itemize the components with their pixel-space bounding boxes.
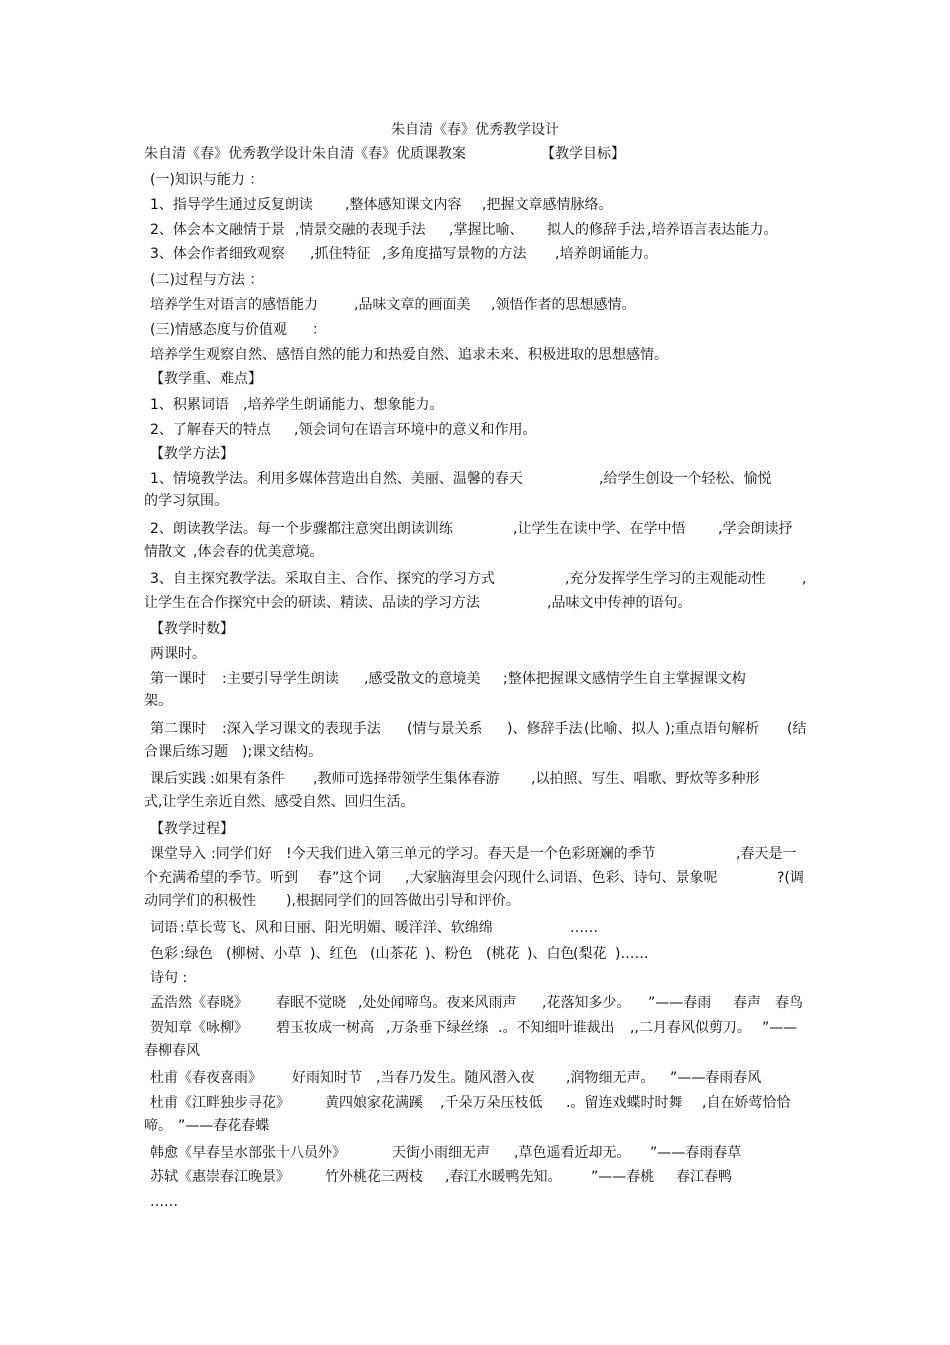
text-segment: ,培养学生朗诵能力、想象能力。: [243, 397, 444, 413]
text-segment: );重点语句解析: [665, 721, 760, 737]
text-segment: 1、指导学生通过反复朗读: [150, 197, 313, 213]
text-segment: 课堂导入: [150, 846, 206, 862]
text-segment: );课文结构。: [242, 744, 323, 760]
text-segment: :如果有条件: [210, 771, 285, 787]
text-segment: 第二课时: [150, 721, 206, 737]
poem-text: .。留连戏蝶时时舞: [566, 1095, 683, 1111]
text-segment: !今天我们进入第三单元的学习。春天是一个色彩斑斓的季节: [286, 846, 656, 862]
heading-text: (三)情感态度与价值观: [150, 322, 287, 338]
poem-tags: ”——春雨: [648, 995, 712, 1011]
text-segment: 动同学们的积极性: [144, 893, 256, 909]
text-segment: 词语: [150, 920, 178, 936]
text-segment: 架。: [144, 693, 172, 709]
text-segment: 课后实践: [150, 771, 206, 787]
poem-text: ,万条垂下绿丝绦: [386, 1020, 489, 1036]
text-segment: ,掌握比喻、: [449, 222, 524, 238]
poem-tags: 春鸟: [775, 995, 803, 1011]
poem-tags: 春柳春风: [144, 1043, 200, 1059]
poem-text: 春眠不觉晓: [276, 995, 346, 1011]
text-segment: 个充满希望的季节。听到: [144, 870, 298, 886]
poem-tags: ”——春雨春风: [670, 1070, 762, 1086]
poem-tags: ”——春雨春草: [650, 1145, 742, 1161]
poem-tags: ”——春桃: [591, 1169, 655, 1185]
heading-text: (二)过程与方法 ：: [150, 272, 264, 288]
text-segment: ,感受散文的意境美: [364, 671, 481, 687]
section-heading: 【教学目标】: [541, 146, 625, 162]
poem-tags: ”——: [762, 1020, 798, 1036]
text-segment: :主要引导学生朗读: [222, 671, 339, 687]
text-segment: 的学习氛围。: [144, 493, 228, 509]
text-segment: 培养学生对语言的感悟能力: [150, 297, 318, 313]
text-segment: ,体会春的优美意境。: [193, 544, 324, 560]
text-segment: :草长莺飞、风和日丽、阳光明媚、暖洋洋、软绵绵: [180, 920, 493, 936]
poem-text: 黄四娘家花满蹊: [325, 1095, 423, 1111]
poem-text: 碧玉妆成一树高: [276, 1020, 374, 1036]
poem-text: ,春江水暖鸭先知。: [445, 1169, 562, 1185]
text-segment: ,春天是一: [736, 846, 797, 862]
poem-text: ,,二月春风似剪刀。: [630, 1020, 751, 1036]
text-segment: 3、体会作者细致观察: [150, 246, 285, 262]
poem-text: .。不知细叶谁裁出: [498, 1020, 615, 1036]
text-segment: ……: [570, 920, 598, 936]
text-segment: ,品味文章的画面美: [354, 297, 471, 313]
text-segment: (比喻、拟人: [584, 721, 660, 737]
poem-text: ,处处闻啼鸟。夜来风雨声: [358, 995, 517, 1011]
ellipsis: ……: [150, 1194, 178, 1210]
text-segment: 培养学生观察自然、感悟自然的能力和热爱自然、追求未来、积极进取的思想感情。: [150, 347, 668, 363]
heading-text: 【教学过程】: [150, 821, 234, 837]
text-segment: :同学们好: [211, 846, 272, 862]
heading-text: 【教学时数】: [150, 621, 234, 637]
poem-source: 孟浩然《春晓》: [150, 995, 248, 1011]
text-segment: ,教师可选择带领学生集体春游: [313, 771, 500, 787]
document-title: 朱自清《春》优秀教学设计: [391, 122, 559, 138]
poem-text: ,草色遥看近却无。: [514, 1145, 631, 1161]
text-segment: )、修辞手法: [507, 721, 583, 737]
text-segment: ,以拍照、写生、唱歌、野炊等多种形: [531, 771, 760, 787]
text-segment: 1、情境教学法。利用多媒体营造出自然、美丽、温馨的春天: [150, 471, 523, 487]
heading-text: 【教学重、难点】: [150, 371, 262, 387]
text-segment: ,大家脑海里会闪现什么词语、色彩、诗句、景象呢: [405, 870, 718, 886]
poem-text: ,润物细无声。: [566, 1070, 655, 1086]
text-segment: ?(调: [777, 870, 804, 886]
text-segment: ,把握文章感情脉络。: [482, 197, 613, 213]
text-segment: ),根据同学们的回答做出引导和评价。: [286, 893, 520, 909]
text-segment: 诗句 :: [150, 970, 188, 986]
text-segment: (梨花: [573, 946, 607, 962]
text-segment: 2、朗读教学法。每一个步骤都注意突出朗读训练: [150, 521, 453, 537]
poem-source: 苏轼《惠崇春江晚景》: [150, 1169, 290, 1185]
text-segment: 2、体会本文融情于景: [150, 222, 285, 238]
text-segment: ,领会词句在语言环境中的意义和作用。: [294, 422, 537, 438]
text-segment: )……: [615, 946, 649, 962]
poem-text: 好雨知时节: [292, 1070, 362, 1086]
poem-source: 贺知章《咏柳》: [150, 1020, 248, 1036]
text-segment: (结: [787, 721, 807, 737]
text-segment: ,多角度描写景物的方法: [382, 246, 527, 262]
text-segment: (柳树、小草: [226, 946, 302, 962]
text-segment: 让学生在合作探究中会的研读、精读、品读的学习方法: [144, 595, 480, 611]
poem-source: 韩愈《早春呈水部张十八员外》: [150, 1145, 346, 1161]
poem-tags: 春江春鸭: [676, 1169, 732, 1185]
text-segment: )、红色: [310, 946, 358, 962]
text-segment: ,品味文中传神的语句。: [547, 595, 692, 611]
poem-text: 天街小雨细无声: [392, 1145, 490, 1161]
text-segment: ,整体感知课文内容: [345, 197, 462, 213]
text-segment: ,: [802, 571, 807, 587]
text-segment: ,抓住特征: [310, 246, 371, 262]
text-segment: )、白色: [527, 946, 575, 962]
intro-text: 朱自清《春》优秀教学设计朱自清《春》优质课教案: [144, 146, 466, 162]
text-segment: 2、了解春天的特点: [150, 422, 271, 438]
text-segment: 情散文: [144, 544, 186, 560]
text-segment: ,学会朗读抒: [718, 521, 793, 537]
text-segment: 合课后练习题: [144, 744, 228, 760]
text-segment: ,培养语言表达能力。: [647, 222, 778, 238]
text-segment: ,给学生创设一个轻松、愉悦: [599, 471, 772, 487]
text-segment: ,充分发挥学生学习的主观能动性: [565, 571, 766, 587]
text-segment: )、粉色: [425, 946, 473, 962]
poem-text: ,花落知多少。: [542, 995, 631, 1011]
text-segment: ,领悟作者的思想感情。: [491, 297, 636, 313]
text-segment: 两课时。: [150, 646, 206, 662]
text-segment: 第一课时: [150, 671, 206, 687]
text-segment: :深入学习课文的表现手法: [222, 721, 381, 737]
heading-text: 【教学方法】: [150, 446, 234, 462]
heading-text: (一)知识与能力 ：: [150, 172, 264, 188]
text-segment: ;整体把握课文感情学生自主掌握课文构: [503, 671, 746, 687]
poem-source: 杜甫《春夜喜雨》: [150, 1070, 262, 1086]
text-segment: ,让学生在读中学、在学中悟: [513, 521, 686, 537]
poem-text: 啼。: [144, 1118, 172, 1134]
text-segment: :绿色: [180, 946, 213, 962]
poem-tags: ”——春花春蝶: [178, 1118, 270, 1134]
poem-tags: 春声: [733, 995, 761, 1011]
text-segment: (山茶花: [370, 946, 418, 962]
poem-text: ,自在娇莺恰恰: [702, 1095, 791, 1111]
text-segment: 色彩: [150, 946, 178, 962]
text-segment: (桃花: [486, 946, 520, 962]
text-segment: ,情景交融的表现手法: [295, 222, 426, 238]
poem-text: ,千朵万朵压枝低: [440, 1095, 543, 1111]
text-segment: 3、自主探究教学法。采取自主、合作、探究的学习方式: [150, 571, 495, 587]
heading-colon: ：: [312, 322, 326, 338]
text-segment: 春”这个词: [318, 870, 382, 886]
text-segment: 式,让学生亲近自然、感受自然、回归生活。: [144, 794, 415, 810]
text-segment: 拟人的修辞手法: [547, 222, 645, 238]
poem-source: 杜甫《江畔独步寻花》: [150, 1095, 290, 1111]
text-segment: 1、积累词语: [150, 397, 229, 413]
poem-text: ,当春乃发生。随风潜入夜: [376, 1070, 535, 1086]
text-segment: (情与景关系: [407, 721, 483, 737]
poem-text: 竹外桃花三两枝: [325, 1169, 423, 1185]
text-segment: ,培养朗诵能力。: [555, 246, 658, 262]
